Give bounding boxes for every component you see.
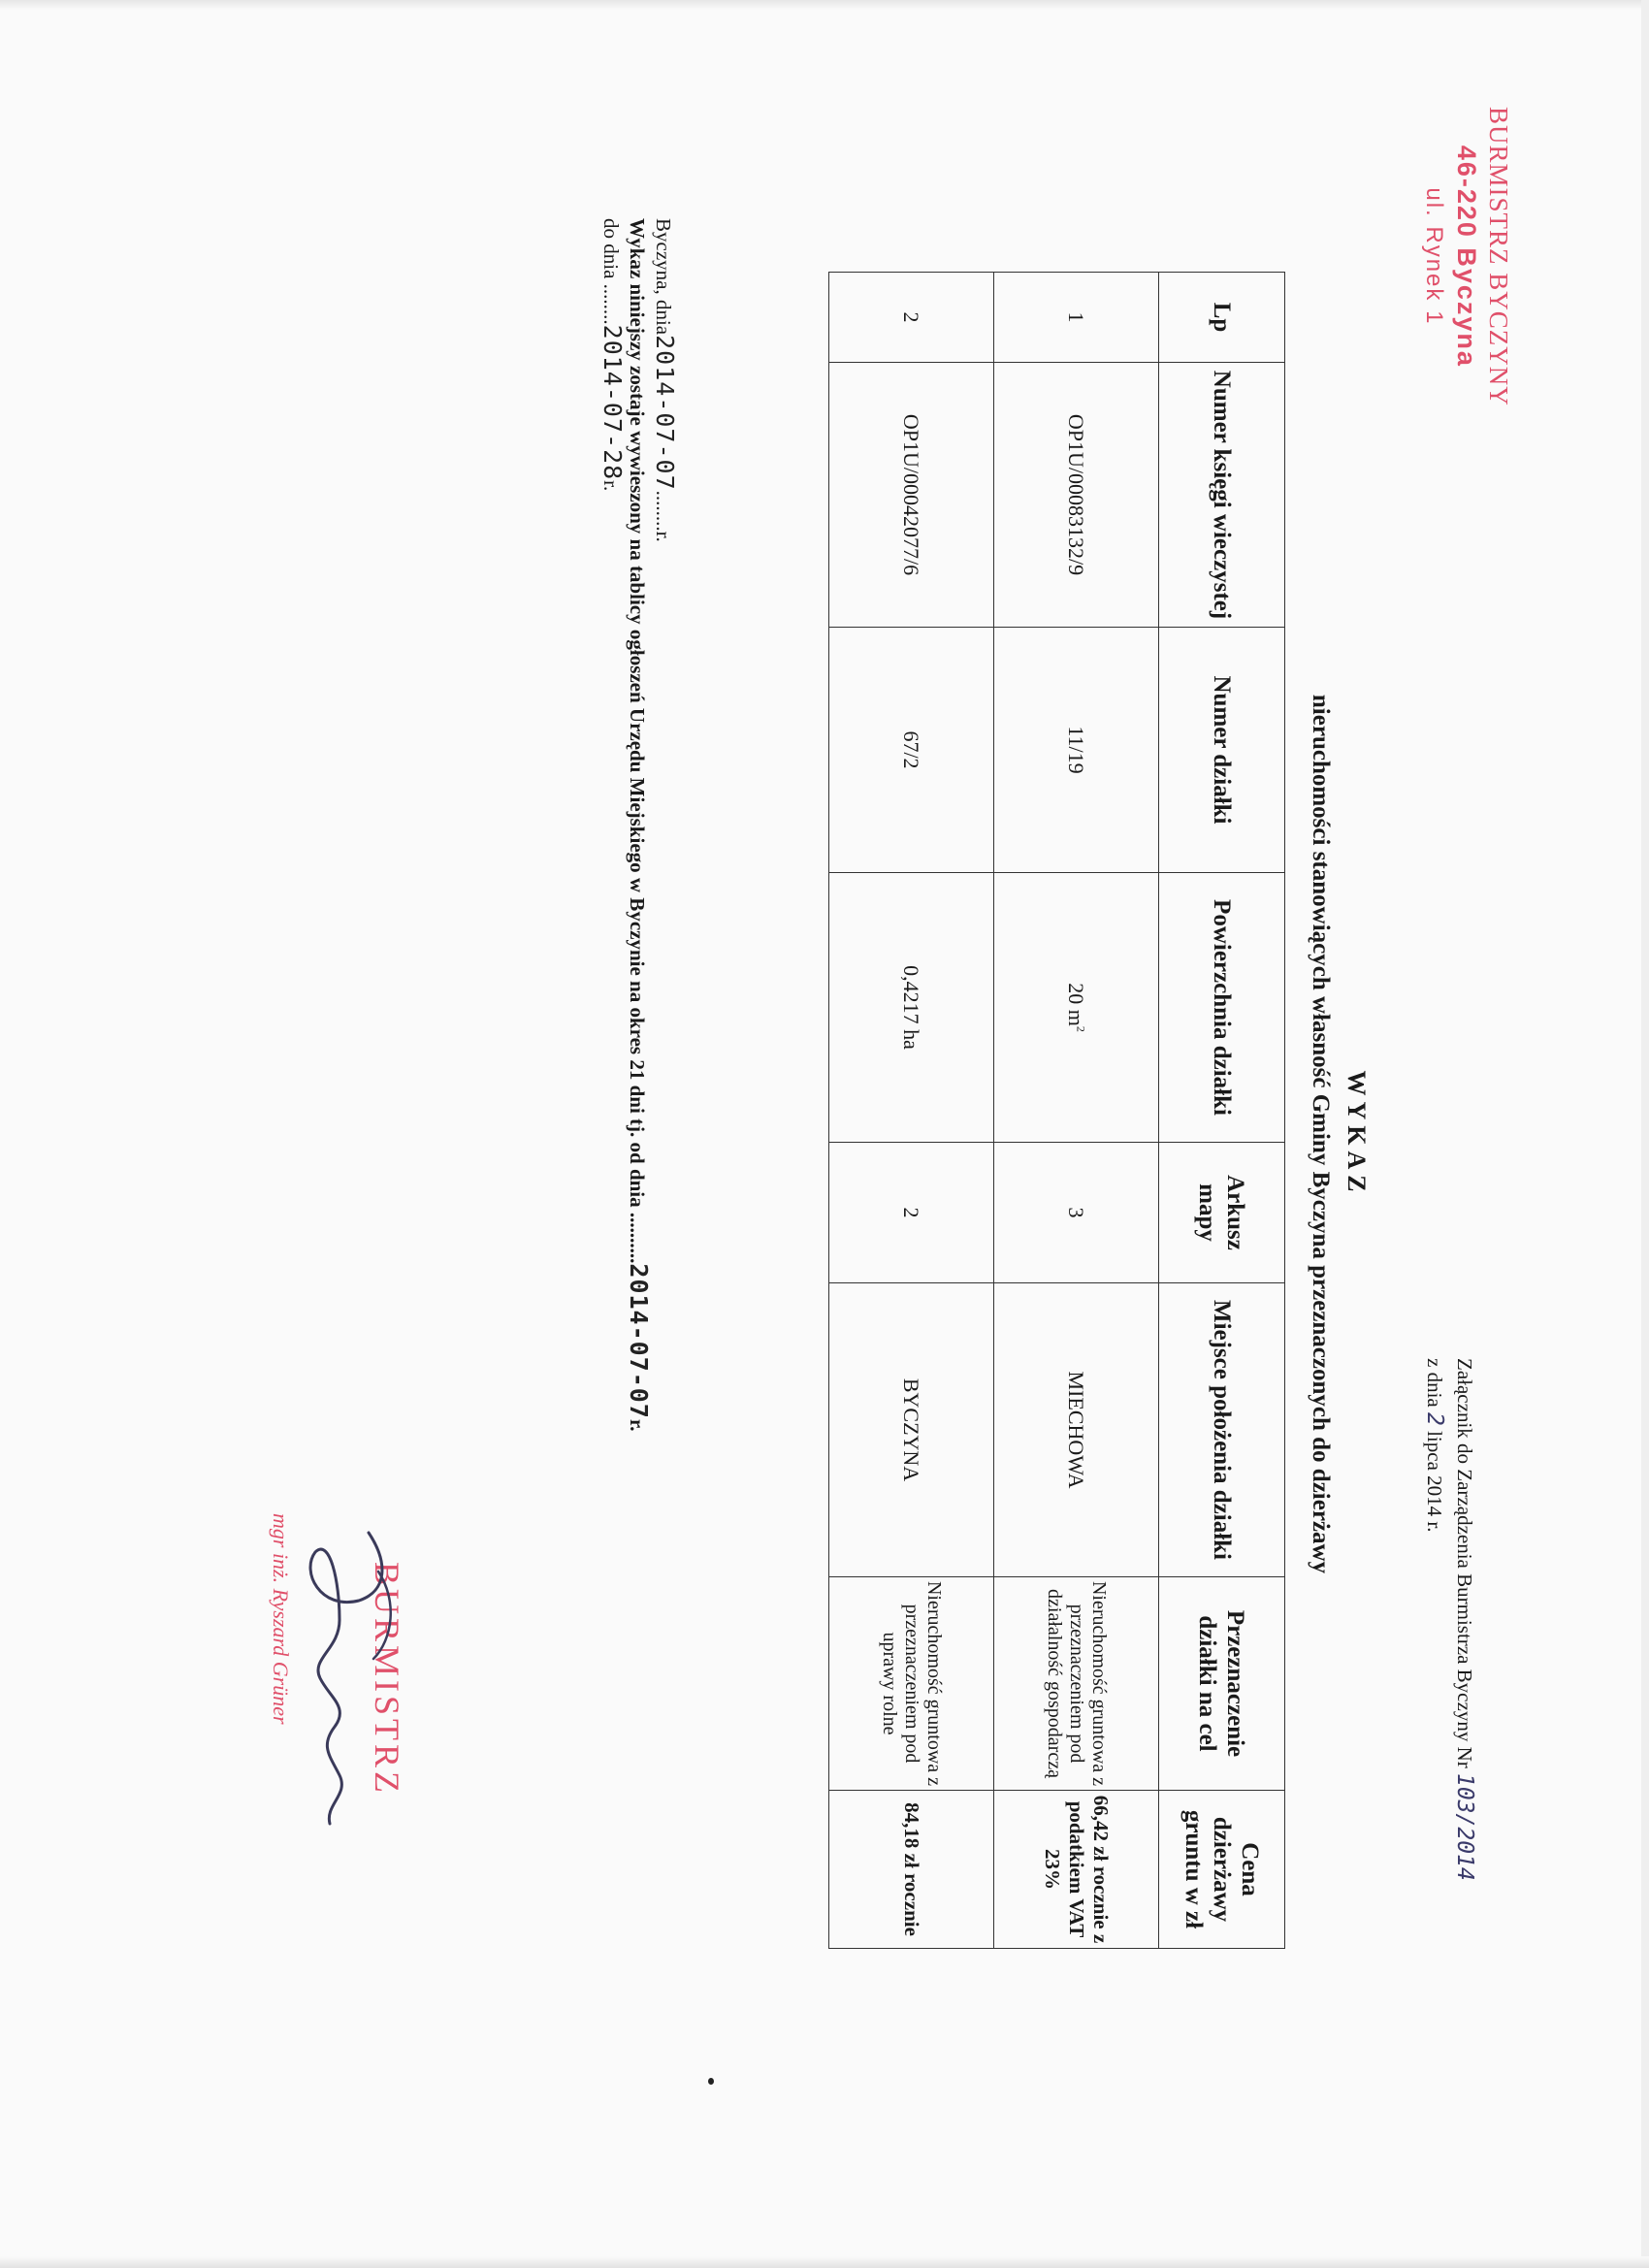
dotted-line: ........ xyxy=(652,490,675,532)
footer-line2-suffix: r. xyxy=(626,1418,649,1432)
document-title: WYKAZ xyxy=(1342,1070,1371,1198)
footer-place-date xyxy=(651,218,677,1432)
stamp-line1: BURMISTRZ BYCZYNY xyxy=(1484,107,1513,406)
signature-stamp-title: BURMISTRZ xyxy=(368,1562,406,1798)
attachment-note xyxy=(1419,1358,1479,1881)
area-unit-superscript: 2 xyxy=(1074,1025,1088,1032)
cell-plot-number: 11/19 xyxy=(994,628,1159,873)
cell-lp: 1 xyxy=(994,273,1159,363)
handwritten-from-date: 2014-07-07 xyxy=(625,1263,653,1419)
cell-location: MIECHOWA xyxy=(994,1283,1159,1577)
footer-line1-suffix: r. xyxy=(652,531,675,542)
property-table xyxy=(828,272,1285,1949)
header-purpose: Przeznaczenie działki na cel xyxy=(1159,1577,1285,1791)
footer-place-prefix: Byczyna, dnia xyxy=(652,218,675,336)
cell-land-register: OP1U/00083132/9 xyxy=(994,363,1159,628)
cell-land-register: OP1U/00042077/6 xyxy=(829,363,994,628)
header-plot-area: Powierzchnia działki xyxy=(1159,873,1285,1143)
dotted-line: .......... xyxy=(626,1212,649,1264)
footer-posting-text: Wykaz niniejszy zostaje wywieszony na tablicy ogłoszeń Urzędu Miejskiego w Byczynie na okres 21 dni tj. od dnia xyxy=(626,218,649,1208)
attachment-date-prefix: z dnia xyxy=(1423,1358,1446,1408)
attachment-prefix: Załącznik do Zarządzenia Burmistrza Byczyny Nr xyxy=(1453,1358,1476,1768)
handwritten-to-date: 2014-07-28 xyxy=(598,324,627,481)
order-number: 103/2014 xyxy=(1452,1772,1477,1881)
signatory-name: mgr inż. Ryszard Grüner xyxy=(269,1513,293,1725)
header-price: Cena dzierżawy gruntu w zł xyxy=(1159,1791,1285,1949)
footer-until-date xyxy=(598,218,625,1432)
area-value: 0,4217 ha xyxy=(899,965,924,1050)
stamp-line2: 46-220 Byczyna xyxy=(1452,145,1481,368)
attachment-line2 xyxy=(1419,1358,1449,1881)
header-plot-number: Numer działki xyxy=(1159,628,1285,873)
stamp-line3: ul. Rynek 1 xyxy=(1421,187,1447,326)
attachment-line1 xyxy=(1449,1358,1479,1881)
document-subtitle: nieruchomości stanowiących własność Gminy Byczyna przeznaczonych do dzierżawy xyxy=(1308,694,1334,1574)
header-map-sheet: Arkusz mapy xyxy=(1159,1143,1285,1283)
header-lp: Lp xyxy=(1159,273,1285,363)
header-location: Miejsce położenia działki xyxy=(1159,1283,1285,1577)
attachment-day: 2 xyxy=(1422,1411,1447,1426)
signature-block xyxy=(242,1513,407,1833)
table-row xyxy=(829,273,994,1949)
footer-posting-note xyxy=(625,218,651,1432)
cell-plot-area xyxy=(994,873,1159,1143)
handwritten-signature xyxy=(281,1513,407,1833)
footer-until-prefix: do dnia xyxy=(599,218,623,279)
cell-price: 66,42 zł rocznie z podatkiem VAT 23% xyxy=(994,1791,1159,1949)
area-value: 20 m xyxy=(1064,983,1089,1026)
cell-purpose: Nieruchomość gruntowa z przeznaczeniem pod działalność gospodarczą xyxy=(994,1577,1159,1791)
cell-map-sheet: 3 xyxy=(994,1143,1159,1283)
cell-lp: 2 xyxy=(829,273,994,363)
handwritten-date: 2014-07-07 xyxy=(651,335,679,491)
cell-plot-area xyxy=(829,873,994,1143)
dotted-line: ........ xyxy=(599,283,623,325)
mayor-stamp xyxy=(1420,107,1513,406)
table-header-row xyxy=(1159,273,1285,1949)
cell-purpose: Nieruchomość gruntowa z przeznaczeniem pod uprawy rolne xyxy=(829,1577,994,1791)
table-row xyxy=(994,273,1159,1949)
attachment-date-suffix: lipca 2014 r. xyxy=(1423,1431,1446,1533)
cell-map-sheet: 2 xyxy=(829,1143,994,1283)
footer-notes xyxy=(598,218,677,1432)
footer-line3-suffix: r. xyxy=(599,480,623,492)
cell-plot-number: 67/2 xyxy=(829,628,994,873)
header-land-register: Numer księgi wieczystej xyxy=(1159,363,1285,628)
cell-location: BYCZYNA xyxy=(829,1283,994,1577)
cell-price: 84,18 zł rocznie xyxy=(829,1791,994,1949)
